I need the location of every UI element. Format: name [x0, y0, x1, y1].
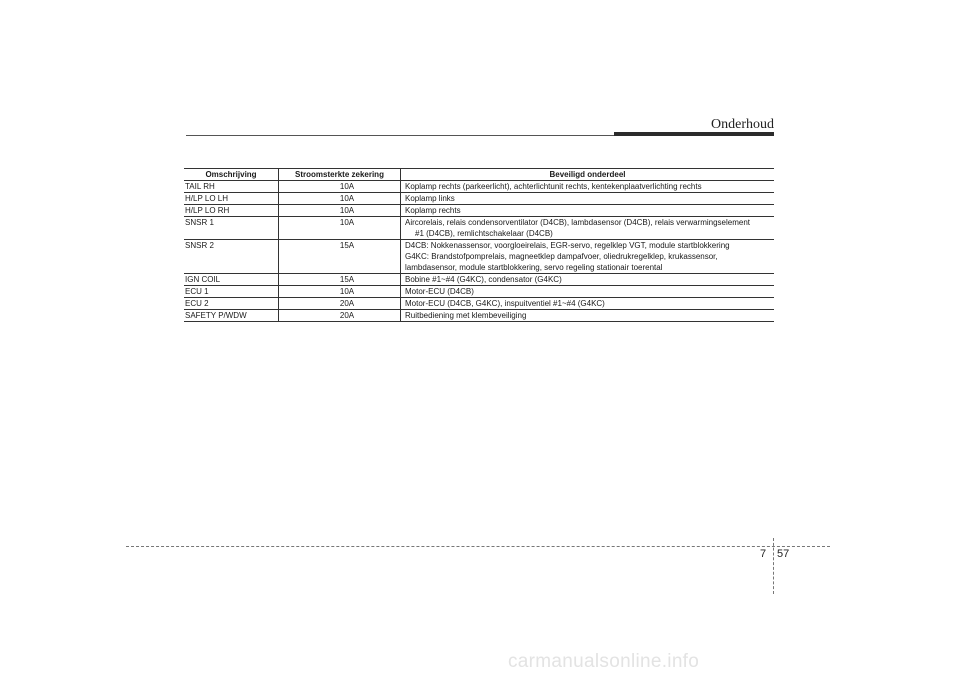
fuse-description: ECU 2	[184, 298, 279, 310]
protected-part-line: lambdasensor, module startblokkering, servo regeling stationair toerental	[405, 263, 663, 272]
table-body	[184, 181, 774, 322]
watermark: carmanualsonline.info	[508, 651, 700, 672]
header-rule-thin	[186, 135, 614, 136]
fuse-description: TAIL RH	[184, 181, 279, 193]
column-header-protected-part: Beveiligd onderdeel	[401, 169, 775, 181]
protected-part	[401, 286, 775, 298]
header-rule-thick	[614, 132, 774, 136]
page-chapter: 7	[760, 548, 767, 560]
fuse-amperage: 10A	[279, 286, 401, 298]
fuse-amperage: 20A	[279, 298, 401, 310]
protected-part	[401, 193, 775, 205]
fuse-amperage: 10A	[279, 217, 401, 240]
protected-part-line: Motor-ECU (D4CB, G4KC), inspuitventiel #1~#4 (G4KC)	[405, 299, 605, 308]
protected-part	[401, 298, 775, 310]
protected-part-line: #1 (D4CB), remlichtschakelaar (D4CB)	[415, 229, 553, 238]
fuse-description: ECU 1	[184, 286, 279, 298]
protected-part	[401, 205, 775, 217]
table-row	[184, 310, 774, 322]
table-row	[184, 298, 774, 310]
table-row	[184, 193, 774, 205]
fuse-table	[184, 168, 774, 322]
column-header-amperage: Stroomsterkte zekering	[279, 169, 401, 181]
fuse-description: H/LP LO LH	[184, 193, 279, 205]
protected-part-line: Koplamp rechts (parkeerlicht), achterlichtunit rechts, kentekenplaatverlichting rechts	[405, 182, 702, 191]
fuse-description: IGN COIL	[184, 274, 279, 286]
protected-part-line: Koplamp rechts	[405, 206, 461, 215]
table-row	[184, 181, 774, 193]
fuse-amperage: 15A	[279, 274, 401, 286]
protected-part	[401, 274, 775, 286]
table-row	[184, 240, 774, 274]
fuse-amperage: 15A	[279, 240, 401, 274]
footer-vertical-rule	[773, 538, 774, 594]
protected-part	[401, 240, 775, 274]
protected-part-line: D4CB: Nokkenassensor, voorgloeirelais, EGR-servo, regelklep VGT, module startblokkering	[405, 241, 730, 250]
table-row	[184, 205, 774, 217]
fuse-amperage: 10A	[279, 181, 401, 193]
fuse-description: H/LP LO RH	[184, 205, 279, 217]
section-title: Onderhoud	[711, 117, 774, 132]
fuse-amperage: 10A	[279, 193, 401, 205]
table-row	[184, 217, 774, 240]
protected-part	[401, 310, 775, 322]
fuse-description: SAFETY P/WDW	[184, 310, 279, 322]
footer-dashed-rule	[126, 546, 830, 547]
protected-part-line: Ruitbediening met klembeveiliging	[405, 311, 527, 320]
fuse-amperage: 20A	[279, 310, 401, 322]
protected-part-line: G4KC: Brandstofpomprelais, magneetklep dampafvoer, oliedrukregelklep, krukassensor,	[405, 252, 718, 261]
protected-part	[401, 217, 775, 240]
protected-part-line: Aircorelais, relais condensorventilator (D4CB), lambdasensor (D4CB), relais verwarmingselement	[405, 218, 751, 227]
fuse-description: SNSR 1	[184, 217, 279, 240]
fuse-amperage: 10A	[279, 205, 401, 217]
table-header-row	[184, 169, 774, 181]
column-header-description: Omschrijving	[184, 169, 279, 181]
page-number: 57	[777, 548, 790, 560]
protected-part	[401, 181, 775, 193]
protected-part-line: Koplamp links	[405, 194, 455, 203]
protected-part-line: Bobine #1~#4 (G4KC), condensator (G4KC)	[405, 275, 562, 284]
table-row	[184, 286, 774, 298]
protected-part-line: Motor-ECU (D4CB)	[405, 287, 474, 296]
fuse-description: SNSR 2	[184, 240, 279, 274]
table-row	[184, 274, 774, 286]
